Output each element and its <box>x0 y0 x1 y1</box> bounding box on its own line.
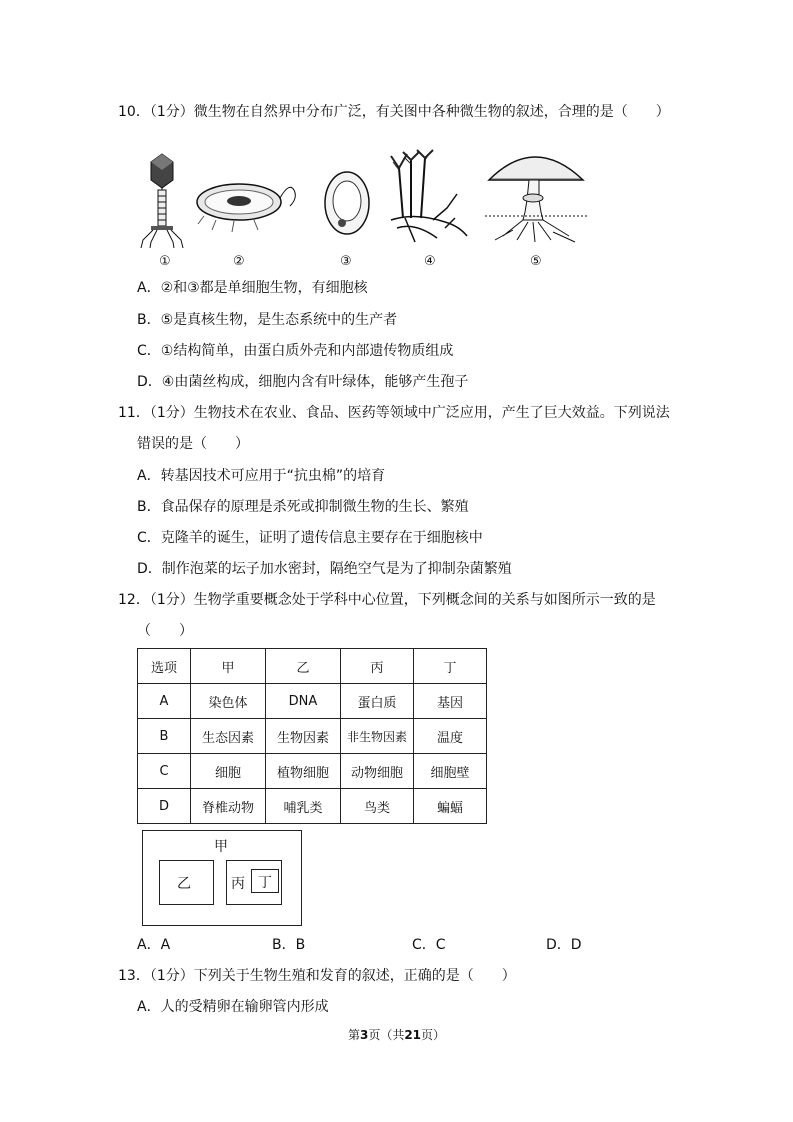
table-header-cell: 选项 <box>138 649 191 684</box>
footer-middle: 页（共 <box>368 1028 405 1042</box>
footer-page-number: 3 <box>359 1028 369 1042</box>
footer-prefix: 第 <box>347 1028 360 1042</box>
q11-option-a: A．转基因技术可应用于“抗虫棉”的培育 <box>137 468 386 484</box>
table-cell: 脊椎动物 <box>191 789 266 824</box>
diagram-label-bing: 丙 <box>231 876 245 892</box>
table-cell: A <box>138 684 191 719</box>
q11-stem-line2: 错误的是（ ） <box>137 436 249 452</box>
table-header-cell: 丙 <box>341 649 414 684</box>
table-cell: 细胞壁 <box>414 754 487 789</box>
table-cell: D <box>138 789 191 824</box>
q13-stem: 13．（1分）下列关于生物生殖和发育的叙述，正确的是（ ） <box>118 968 516 984</box>
table-cell: 染色体 <box>191 684 266 719</box>
page-footer <box>0 1026 793 1043</box>
table-cell: 非生物因素 <box>341 719 414 754</box>
table-cell: 鸟类 <box>341 789 414 824</box>
bacterium-figure <box>194 176 304 236</box>
table-header-cell: 甲 <box>191 649 266 684</box>
q10-option-c: C．①结构简单，由蛋白质外壳和内部遗传物质组成 <box>137 343 454 359</box>
table-cell: 生态因素 <box>191 719 266 754</box>
q12-answer-c: C．C <box>412 937 446 953</box>
diagram-label-yi: 乙 <box>177 876 191 892</box>
footer-suffix: 页） <box>421 1028 446 1042</box>
table-row <box>138 684 487 719</box>
q13-option-a: A．人的受精卵在输卵管内形成 <box>137 999 329 1015</box>
q12-answer-d: D．D <box>546 937 582 953</box>
concept-table <box>137 648 487 824</box>
table-header-cell: 乙 <box>266 649 341 684</box>
figure-number-3: ③ <box>340 254 352 269</box>
table-cell: 生物因素 <box>266 719 341 754</box>
footer-total-pages: 21 <box>404 1028 422 1042</box>
figure-number-1: ① <box>159 254 171 269</box>
table-row <box>138 719 487 754</box>
table-cell: 蛋白质 <box>341 684 414 719</box>
table-cell: 动物细胞 <box>341 754 414 789</box>
table-cell: B <box>138 719 191 754</box>
table-header-row <box>138 649 487 684</box>
q12-stem-line2: （ ） <box>137 623 193 639</box>
q10-option-d: D．④由菌丝构成，细胞内含有叶绿体，能够产生孢子 <box>137 374 469 390</box>
q12-stem-line1: 12．（1分）生物学重要概念处于学科中心位置，下列概念间的关系与如图所示一致的是 <box>118 592 656 608</box>
figure-number-2: ② <box>233 254 245 269</box>
q11-stem-line1: 11．（1分）生物技术在农业、食品、医药等领域中广泛应用，产生了巨大效益。下列说法 <box>118 405 670 421</box>
q10-option-a: A．②和③都是单细胞生物，有细胞核 <box>137 280 368 296</box>
yeast-figure <box>322 168 372 238</box>
table-cell: 哺乳类 <box>266 789 341 824</box>
table-cell: 蝙蝠 <box>414 789 487 824</box>
table-cell: DNA <box>266 684 341 719</box>
q11-option-c: C．克隆羊的诞生，证明了遗传信息主要存在于细胞核中 <box>137 530 483 546</box>
q12-answer-b: B．B <box>272 937 306 953</box>
table-cell: C <box>138 754 191 789</box>
table-row <box>138 789 487 824</box>
table-cell: 细胞 <box>191 754 266 789</box>
mushroom-figure <box>483 140 588 245</box>
table-row <box>138 754 487 789</box>
diagram-label-jia: 甲 <box>214 839 228 855</box>
mold-figure <box>385 148 470 248</box>
table-cell: 植物细胞 <box>266 754 341 789</box>
diagram-label-ding: 丁 <box>258 875 272 891</box>
figure-number-4: ④ <box>424 254 436 269</box>
q11-option-d: D．制作泡菜的坛子加水密封，隔绝空气是为了抑制杂菌繁殖 <box>137 561 512 577</box>
q10-stem: 10．（1分）微生物在自然界中分布广泛，有关图中各种微生物的叙述，合理的是（ ） <box>118 104 670 120</box>
q11-option-b: B．食品保存的原理是杀死或抑制微生物的生长、繁殖 <box>137 499 469 515</box>
q10-option-b: B．⑤是真核生物，是生态系统中的生产者 <box>137 312 398 328</box>
figure-number-5: ⑤ <box>530 254 542 269</box>
q12-answer-a: A．A <box>137 937 171 953</box>
bacteriophage-figure <box>137 150 187 250</box>
table-header-cell: 丁 <box>414 649 487 684</box>
table-cell: 温度 <box>414 719 487 754</box>
table-cell: 基因 <box>414 684 487 719</box>
